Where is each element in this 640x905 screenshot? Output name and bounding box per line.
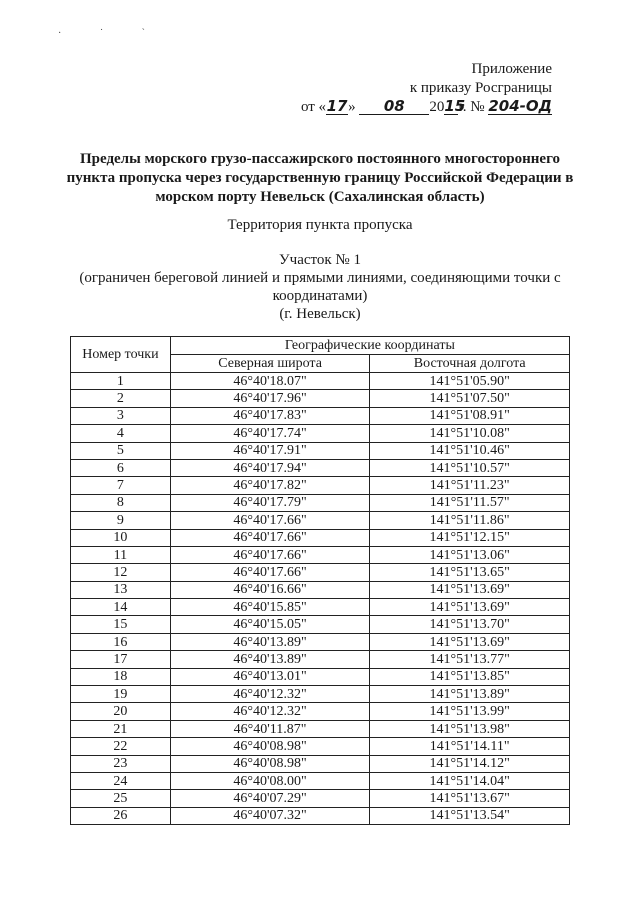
handwritten-year: 15 [444,97,466,115]
point-number-cell: 21 [71,720,171,737]
table-row [71,529,570,546]
table-row [71,599,570,616]
coordinates-table-body [71,373,570,825]
longitude-cell: 141°51'11.23" [370,477,570,494]
point-number-cell: 7 [71,477,171,494]
table-row [71,686,570,703]
longitude-cell: 141°51'13.77" [370,651,570,668]
year-prefix: 20 [429,99,445,115]
longitude-cell: 141°51'13.67" [370,790,570,807]
header-latitude: Северная широта [170,355,370,373]
longitude-cell: 141°51'13.06" [370,546,570,563]
table-row [71,442,570,459]
table-row [71,459,570,476]
longitude-cell: 141°51'11.57" [370,494,570,511]
longitude-cell: 141°51'12.15" [370,529,570,546]
longitude-cell: 141°51'08.91" [370,407,570,424]
latitude-cell: 46°40'18.07" [170,373,370,390]
latitude-cell: 46°40'17.74" [170,425,370,442]
longitude-cell: 141°51'10.57" [370,459,570,476]
table-row [71,407,570,424]
table-row [71,425,570,442]
handwritten-day: 17 [326,97,348,115]
section-block [40,251,600,323]
date-prefix: от « [300,99,327,115]
latitude-cell: 46°40'15.85" [170,599,370,616]
point-number-cell: 25 [71,790,171,807]
longitude-cell: 141°51'14.04" [370,772,570,789]
point-number-cell: 8 [71,494,171,511]
latitude-cell: 46°40'08.98" [170,738,370,755]
table-row [71,807,570,824]
latitude-cell: 46°40'17.83" [170,407,370,424]
point-number-cell: 19 [71,686,171,703]
latitude-cell: 46°40'08.98" [170,755,370,772]
table-row [71,772,570,789]
longitude-cell: 141°51'11.86" [370,512,570,529]
latitude-cell: 46°40'07.32" [170,807,370,824]
point-number-cell: 14 [71,599,171,616]
latitude-cell: 46°40'07.29" [170,790,370,807]
latitude-cell: 46°40'08.00" [170,772,370,789]
latitude-cell: 46°40'17.66" [170,529,370,546]
handwritten-month: 08 [359,98,429,115]
point-number-cell: 23 [71,755,171,772]
point-number-cell: 11 [71,546,171,563]
section-name: Участок № 1 [279,252,361,268]
table-row [71,390,570,407]
longitude-cell: 141°51'14.12" [370,755,570,772]
header-longitude: Восточная долгота [370,355,570,373]
point-number-cell: 15 [71,616,171,633]
appendix-block [301,60,552,117]
latitude-cell: 46°40'11.87" [170,720,370,737]
longitude-cell: 141°51'13.98" [370,720,570,737]
point-number-cell: 26 [71,807,171,824]
longitude-cell: 141°51'13.69" [370,633,570,650]
table-row [71,633,570,650]
longitude-cell: 141°51'13.89" [370,686,570,703]
latitude-cell: 46°40'17.66" [170,512,370,529]
point-number-cell: 24 [71,772,171,789]
table-row [71,373,570,390]
longitude-cell: 141°51'13.65" [370,564,570,581]
latitude-cell: 46°40'17.96" [170,390,370,407]
longitude-cell: 141°51'13.70" [370,616,570,633]
point-number-cell: 6 [71,459,171,476]
longitude-cell: 141°51'13.99" [370,703,570,720]
longitude-cell: 141°51'05.90" [370,373,570,390]
header-point-number: Номер точки [71,337,171,373]
longitude-cell: 141°51'14.11" [370,738,570,755]
longitude-cell: 141°51'13.85" [370,668,570,685]
point-number-cell: 10 [71,529,171,546]
table-row [71,477,570,494]
point-number-cell: 3 [71,407,171,424]
latitude-cell: 46°40'16.66" [170,581,370,598]
longitude-cell: 141°51'10.46" [370,442,570,459]
latitude-cell: 46°40'13.01" [170,668,370,685]
table-row [71,581,570,598]
table-row [71,512,570,529]
point-number-cell: 13 [71,581,171,598]
scan-specks: · ˙ ˋ [58,28,163,39]
latitude-cell: 46°40'17.66" [170,546,370,563]
document-title: Пределы морского грузо-пассажирского постоянного многостороннего пункта пропуска через государственную границу Российской Федерации в морском порту Невельск (Сахалинская область) [66,151,574,205]
coordinates-table [70,336,570,825]
table-row [71,564,570,581]
table-row [71,668,570,685]
point-number-cell: 2 [71,390,171,407]
table-row [71,755,570,772]
section-city: (г. Невельск) [279,306,361,322]
appendix-label: Приложение [471,61,552,77]
table-row [71,790,570,807]
order-reference: к приказу Росграницы [409,80,552,96]
number-label: г. № [458,99,485,115]
point-number-cell: 22 [71,738,171,755]
section-description: (ограничен береговой линией и прямыми линиями, соединяющими точки с координатами) [79,270,561,304]
latitude-cell: 46°40'17.94" [170,459,370,476]
latitude-cell: 46°40'12.32" [170,703,370,720]
latitude-cell: 46°40'13.89" [170,651,370,668]
table-row [71,738,570,755]
table-row [71,546,570,563]
point-number-cell: 12 [71,564,171,581]
table-row [71,616,570,633]
longitude-cell: 141°51'10.08" [370,425,570,442]
document-subtitle: Территория пункта пропуска [227,217,413,233]
longitude-cell: 141°51'07.50" [370,390,570,407]
table-row [71,651,570,668]
point-number-cell: 18 [71,668,171,685]
header-coordinates: Географические координаты [170,337,569,355]
longitude-cell: 141°51'13.54" [370,807,570,824]
order-date-number [301,98,552,117]
point-number-cell: 5 [71,442,171,459]
latitude-cell: 46°40'13.89" [170,633,370,650]
point-number-cell: 16 [71,633,171,650]
latitude-cell: 46°40'17.91" [170,442,370,459]
point-number-cell: 1 [71,373,171,390]
latitude-cell: 46°40'17.79" [170,494,370,511]
point-number-cell: 17 [71,651,171,668]
handwritten-order-number: 204-ОД [488,97,552,115]
point-number-cell: 4 [71,425,171,442]
latitude-cell: 46°40'17.66" [170,564,370,581]
table-row [71,720,570,737]
table-row [71,494,570,511]
latitude-cell: 46°40'15.05" [170,616,370,633]
table-row [71,703,570,720]
longitude-cell: 141°51'13.69" [370,599,570,616]
longitude-cell: 141°51'13.69" [370,581,570,598]
point-number-cell: 20 [71,703,171,720]
latitude-cell: 46°40'12.32" [170,686,370,703]
date-close: » [348,99,356,115]
point-number-cell: 9 [71,512,171,529]
latitude-cell: 46°40'17.82" [170,477,370,494]
